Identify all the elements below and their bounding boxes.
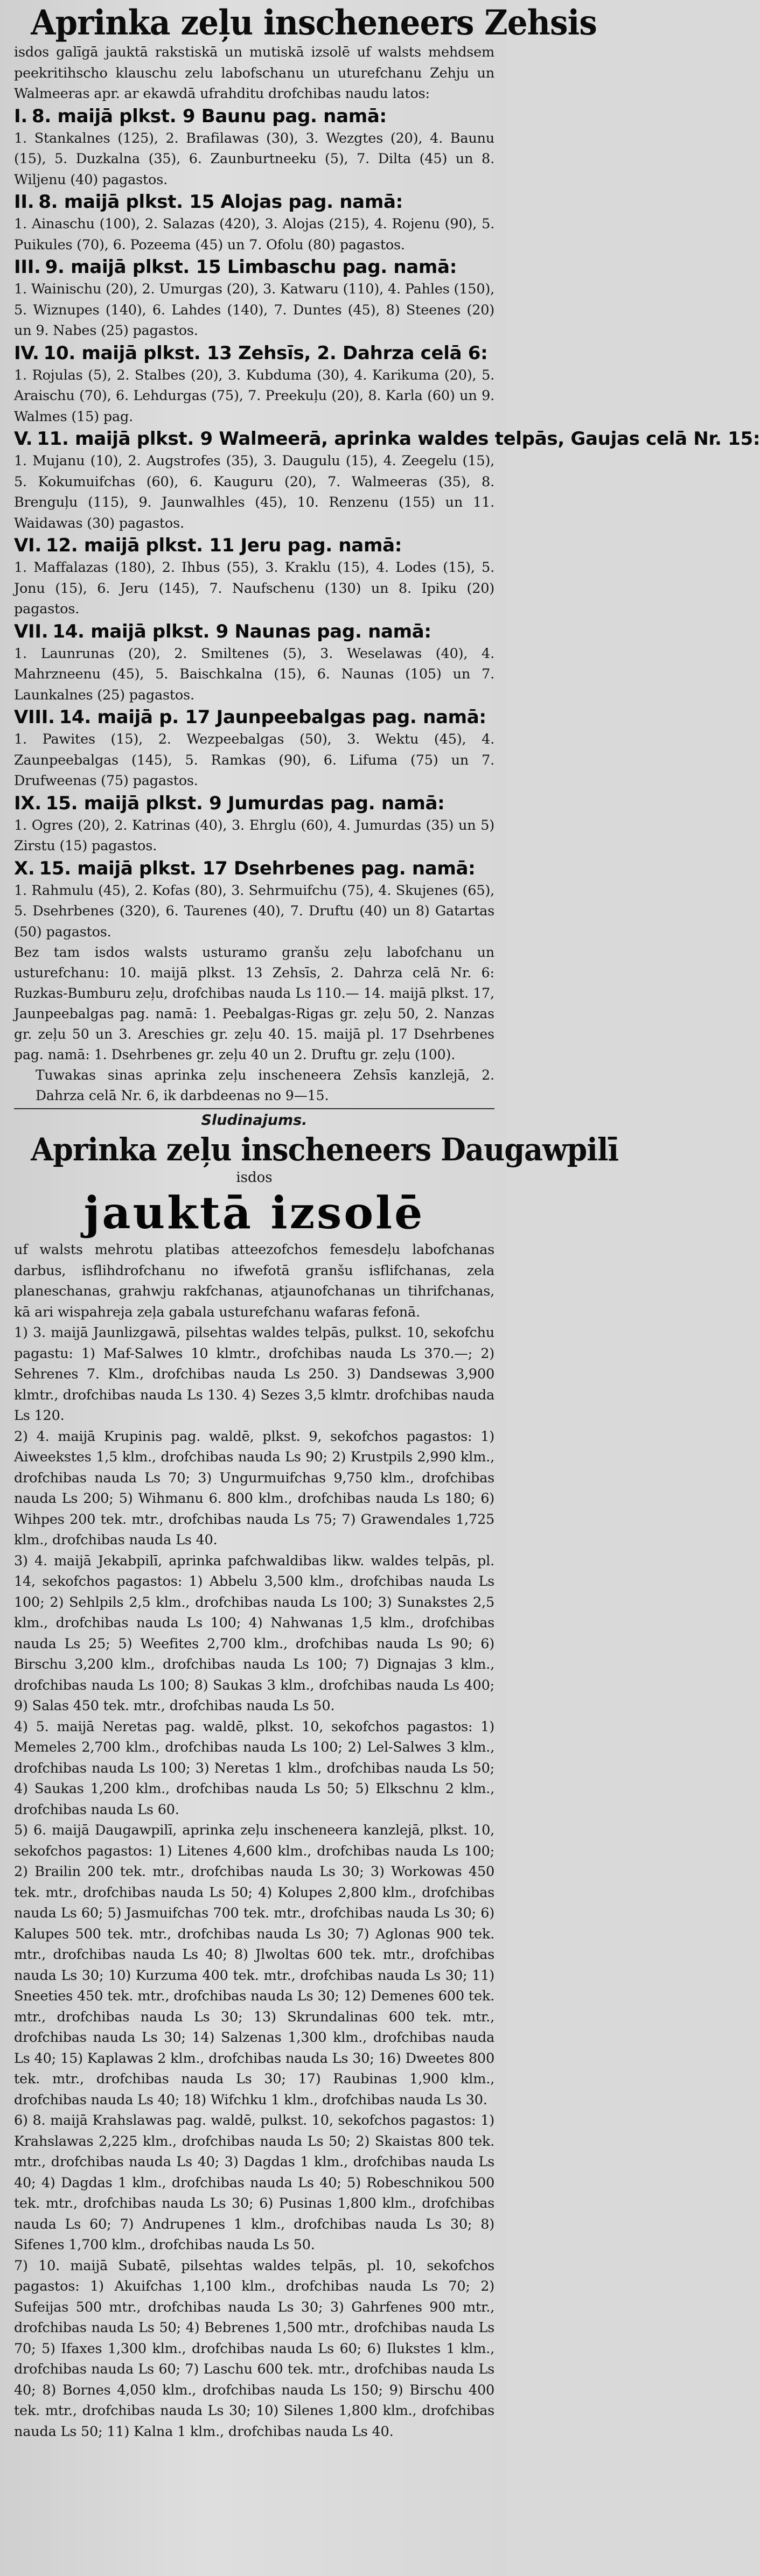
section-heading — [14, 341, 494, 365]
ad1-section-list — [14, 104, 760, 943]
section-heading-text: 10. maijā plkst. 13 Zehsīs, 2. Dahrza celā 6: — [43, 342, 488, 364]
section-body: 1. Ainaschu (100), 2. Salazas (420), 3. Alojas (215), 4. Rojenu (90), 5. Puikules (70), 6. Pozeema (45) un 7. Ofolu (80) pagastos. — [14, 216, 494, 253]
ad2-intro: uf walsts mehrotu platibas atteezofchos femesdeļu labofchanas darbus, isflihdrofchanu no ifwefotā granšu isflifchanas, zela planeschanas, grahwju rakfchanas, atjaunofchanas un tihrifchanas, kā ari wispahreja zeļa gabala usturefchanu wafaras fefonā. — [14, 1242, 494, 1320]
section-heading-text: 15. maijā plkst. 17 Dsehrbenes pag. namā: — [39, 857, 476, 879]
section-body: 1. Rojulas (5), 2. Stalbes (20), 3. Kubduma (30), 4. Karikuma (20), 5. Araischu (70), 6. Lehdurgas (75), 7. Preekuļu (20), 8. Karla (60) un 9. Walmes (15) pag. — [14, 367, 494, 425]
section-heading — [14, 190, 494, 214]
auction-item: 2) 4. maijā Krupinis pag. waldē, plkst. 9, sekofchos pagastos: 1) Aiweekstes 1,5 klm., drofchibas nauda Ls 90; 2) Krustpils 2,990 klm., drofchibas nauda Ls 70; 3) Ungurmuifchas 9,750 klm., drofchibas nauda Ls 200; 5) Wihmanu 6. 800 klm., drofchibas nauda Ls 180; 6) Wihpes 200 tek. mtr., drofchibas nauda Ls 75; 7) Grawendales 1,725 klm., drofchibas nauda Ls 40. — [14, 1428, 494, 1548]
section-numeral: VIII. — [14, 706, 55, 728]
ad2-isdos: isdos — [236, 1170, 273, 1186]
ad1-intro: isdos galīgā jauktā rakstiskā un mutiskā izsolē uf walsts mehdsem peekritihscho klauschu zelu labofschanu un uturefchanu Zehju un Walmeeras apr. ar ekawdā ufrahditu drofchibas naudu latos: — [14, 44, 494, 102]
section-numeral: I. — [14, 105, 27, 127]
auction-item: 4) 5. maijā Neretas pag. waldē, plkst. 10, sekofchos pagastos: 1) Memeles 2,700 klm., drofchibas nauda Ls 100; 2) Lel-Salwes 3 klm., drofchibas nauda Ls 100; 3) Neretas 1 klm., drofchibas nauda Ls 50; 4) Saukas 1,200 klm., drofchibas nauda Ls 50; 5) Elkschnu 2 klm., drofchibas nauda Ls 60. — [14, 1718, 494, 1818]
section-heading — [14, 857, 494, 880]
section-heading — [14, 534, 494, 557]
ad2-big-heading: jauktā izsolē — [83, 1187, 425, 1239]
section-numeral: X. — [14, 857, 35, 879]
auction-item: 3) 4. maijā Jekabpilī, aprinka pafchwaldibas likw. waldes telpās, pl. 14, sekofchos pagastos: 1) Abbelu 3,500 klm., drofchibas nauda Ls 100; 2) Sehlpils 2,5 klm., drofchibas nauda Ls 100; 3) Sunakstes 2,5 klm., drofchibas nauda Ls 100; 4) Nahwanas 1,5 klm., drofchibas nauda Ls 25; 5) Weefites 2,700 klm., drofchibas nauda Ls 90; 6) Birschu 3,200 klm., drofchibas nauda Ls 100; 7) Dignajas 3 klm., drofchibas nauda Ls 100; 8) Saukas 3 klm., drofchibas nauda Ls 400; 9) Salas 450 tek. mtr., drofchibas nauda Ls 50. — [14, 1552, 494, 1714]
ad2-label: Sludinajums. — [201, 1112, 308, 1129]
section-body: 1. Rahmulu (45), 2. Kofas (80), 3. Sehrmuifchu (75), 4. Skujenes (65), 5. Dsehrbenes (320), 6. Taurenes (40), 7. Druftu (40) un 8) Gatartas (50) pagastos. — [14, 882, 494, 940]
section-heading — [14, 620, 494, 643]
section-heading — [14, 255, 494, 279]
section-numeral: V. — [14, 428, 33, 450]
section-heading-text: 8. maijā plkst. 9 Baunu pag. namā: — [31, 105, 387, 127]
section-body: 1. Wainischu (20), 2. Umurgas (20), 3. Katwaru (110), 4. Pahles (150), 5. Wiznupes (140), 6. Lahdes (140), 7. Duntes (45), 8) Steenes (20) un 9. Nabes (25) pagastos. — [14, 281, 494, 339]
section-numeral: III. — [14, 256, 41, 278]
ad2-item-list — [14, 1322, 494, 2442]
section-body: 1. Mujanu (10), 2. Augstrofes (35), 3. Daugulu (15), 4. Zeegelu (15), 5. Kokumuifchas (60), 6. Kauguru (20), 7. Walmeeras (35), 8. Brenguļu (115), 9. Jaunwalhles (45), 10. Renzenu (155) un 11. Waidawas (30) pagastos. — [14, 453, 494, 531]
ad1-footer: Tuwakas sinas aprinka zeļu inscheneera Zehsīs kanzlejā, 2. Dahrza celā Nr. 6, ik darbdeenas no 9—15. — [36, 1067, 494, 1103]
section-heading — [14, 427, 760, 451]
section-numeral: IX. — [14, 792, 41, 814]
auction-item: 5) 6. maijā Daugawpilī, aprinka zeļu inscheneera kanzlejā, plkst. 10, sekofchos pagastos: 1) Litenes 4,600 klm., drofchibas nauda Ls 100; 2) Brailin 200 tek. mtr., drofchibas nauda Ls 30; 3) Workowas 450 tek. mtr., drofchibas nauda Ls 50; 4) Kolupes 2,800 klm., drofchibas nauda Ls 60; 5) Jasmuifchas 700 tek. mtr., drofchibas nauda Ls 30; 6) Kalupes 500 tek. mtr., drofchibas nauda Ls 30; 7) Aglonas 900 tek. mtr., drofchibas nauda Ls 40; 8) Jlwoltas 600 tek. mtr., drofchibas nauda Ls 30; 10) Kurzuma 400 tek. mtr., drofchibas nauda Ls 30; 11) Sneeties 450 tek. mtr., drofchibas nauda Ls 30; 12) Demenes 600 tek. mtr., drofchibas nauda Ls 30; 13) Skrundalinas 600 tek. mtr., drofchibas nauda Ls 30; 14) Salzenas 1,300 klm., drofchibas nauda Ls 40; 15) Kaplawas 2 klm., drofchibas nauda Ls 30; 16) Dweetes 800 tek. mtr., drofchibas nauda Ls 30; 17) Raubinas 1,900 klm., drofchibas nauda Ls 40; 18) Wifchku 1 klm., drofchibas nauda Ls 30. — [14, 1822, 494, 2108]
ad1-closing: Bez tam isdos walsts usturamo granšu zeļu labofchanu un usturefchanu: 10. maijā plkst. 13 Zehsīs, 2. Dahrza celā Nr. 6: Ruzkas-Bumburu zeļu, drofchibas nauda Ls 110.— 14. maijā plkst. 17, Jaunpeebalgas pag. namā: 1. Peebalgas-Rigas gr. zeļu 50, 2. Nanzas gr. zeļu 50 un 3. Areschies gr. zeļu 40. 15. maijā pl. 17 Dsehrbenes pag. namā: 1. Dsehrbenes gr. zeļu 40 un 2. Druftu gr. zeļu (100). — [14, 944, 494, 1062]
section-numeral: IV. — [14, 342, 39, 364]
section-numeral: II. — [14, 191, 34, 213]
section-body: 1. Ogres (20), 2. Katrinas (40), 3. Ehrglu (60), 4. Jumurdas (35) un 5) Zirstu (15) pagastos. — [14, 817, 494, 854]
section-body: 1. Stankalnes (125), 2. Brafilawas (30), 3. Wezgtes (20), 4. Baunu (15), 5. Duzkalna (35), 6. Zaunburtneeku (5), 7. Dilta (45) un 8. Wiljenu (40) pagastos. — [14, 130, 494, 188]
ad2-title: Aprinka zeļu inscheneers Daugawpilī — [31, 1131, 619, 1168]
section-numeral: VII. — [14, 620, 48, 642]
section-heading-text: 12. maijā plkst. 11 Jeru pag. namā: — [45, 535, 402, 556]
section-heading-text: 15. maijā plkst. 9 Jumurdas pag. namā: — [45, 792, 445, 814]
section-heading-text: 14. maijā p. 17 Jaunpeebalgas pag. namā: — [59, 706, 486, 728]
section-body: 1. Pawites (15), 2. Wezpeebalgas (50), 3. Wektu (45), 4. Zaunpeebalgas (145), 5. Ramkas (90), 6. Lifuma (75) un 7. Drufweenas (75) pagastos. — [14, 731, 494, 789]
auction-item: 7) 10. maijā Subatē, pilsehtas waldes telpās, pl. 10, sekofchos pagastos: 1) Akuifchas 1,100 klm., drofchibas nauda Ls 70; 2) Sufeijas 500 mtr., drofchibas nauda Ls 30; 3) Gahrfenes 900 mtr., drofchibas nauda Ls 50; 4) Bebrenes 1,500 mtr., drofchibas nauda Ls 70; 5) Ifaxes 1,300 klm., drofchibas nauda Ls 60; 6) Ilukstes 1 klm., drofchibas nauda Ls 60; 7) Laschu 600 tek. mtr., drofchibas nauda Ls 40; 8) Bornes 4,050 klm., drofchibas nauda Ls 150; 9) Birschu 400 tek. mtr., drofchibas nauda Ls 30; 10) Silenes 1,800 klm., drofchibas nauda Ls 50; 11) Kalna 1 klm., drofchibas nauda Ls 40. — [14, 2257, 494, 2440]
auction-item: 6) 8. maijā Krahslawas pag. waldē, pulkst. 10, sekofchos pagastos: 1) Krahslawas 2,225 klm., drofchibas nauda Ls 50; 2) Skaistas 800 tek. mtr., drofchibas nauda Ls 40; 3) Dagdas 1 klm., drofchibas nauda Ls 40; 4) Dagdas 1 klm., drofchibas nauda Ls 40; 5) Robeschnikou 500 tek. mtr., drofchibas nauda Ls 30; 6) Pusinas 1,800 klm., drofchibas nauda Ls 60; 7) Andrupenes 1 klm., drofchibas nauda Ls 30; 8) Sifenes 1,700 klm., drofchibas nauda Ls 50. — [14, 2112, 494, 2253]
ad1-title: Aprinka zeļu inscheneers Zehsis — [31, 3, 597, 43]
section-heading — [14, 792, 494, 815]
auction-item: 1) 3. maijā Jaunlizgawā, pilsehtas waldes telpās, pulkst. 10, sekofchu pagastu: 1) Maf-Salwes 10 klmtr., drofchibas nauda Ls 370.—; 2) Sehrenes 7. Klm., drofchibas nauda Ls 250. 3) Dandsewas 3,900 klmtr., drofchibas nauda Ls 130. 4) Sezes 3,5 klmtr. drofchibas nauda Ls 120. — [14, 1325, 494, 1424]
section-body: 1. Launrunas (20), 2. Smiltenes (5), 3. Weselawas (40), 4. Mahrzneenu (45), 5. Baischkalna (15), 6. Naunas (105) un 7. Launkalnes (25) pagastos. — [14, 645, 494, 703]
separator-line — [14, 1108, 494, 1109]
section-numeral: VI. — [14, 535, 41, 556]
section-heading-text: 11. maijā plkst. 9 Walmeerā, aprinka waldes telpās, Gaujas celā Nr. 15: — [37, 428, 760, 450]
section-heading — [14, 705, 494, 729]
section-heading-text: 9. maijā plkst. 15 Limbaschu pag. namā: — [45, 256, 457, 278]
section-heading-text: 8. maijā plkst. 15 Alojas pag. namā: — [38, 191, 403, 213]
section-body: 1. Maffalazas (180), 2. Ihbus (55), 3. Kraklu (15), 4. Lodes (15), 5. Jonu (15), 6. Jeru (145), 7. Naufschenu (130) un 8. Ipiku (20) pagastos. — [14, 559, 494, 617]
section-heading — [14, 104, 494, 128]
section-heading-text: 14. maijā plkst. 9 Naunas pag. namā: — [52, 620, 431, 642]
